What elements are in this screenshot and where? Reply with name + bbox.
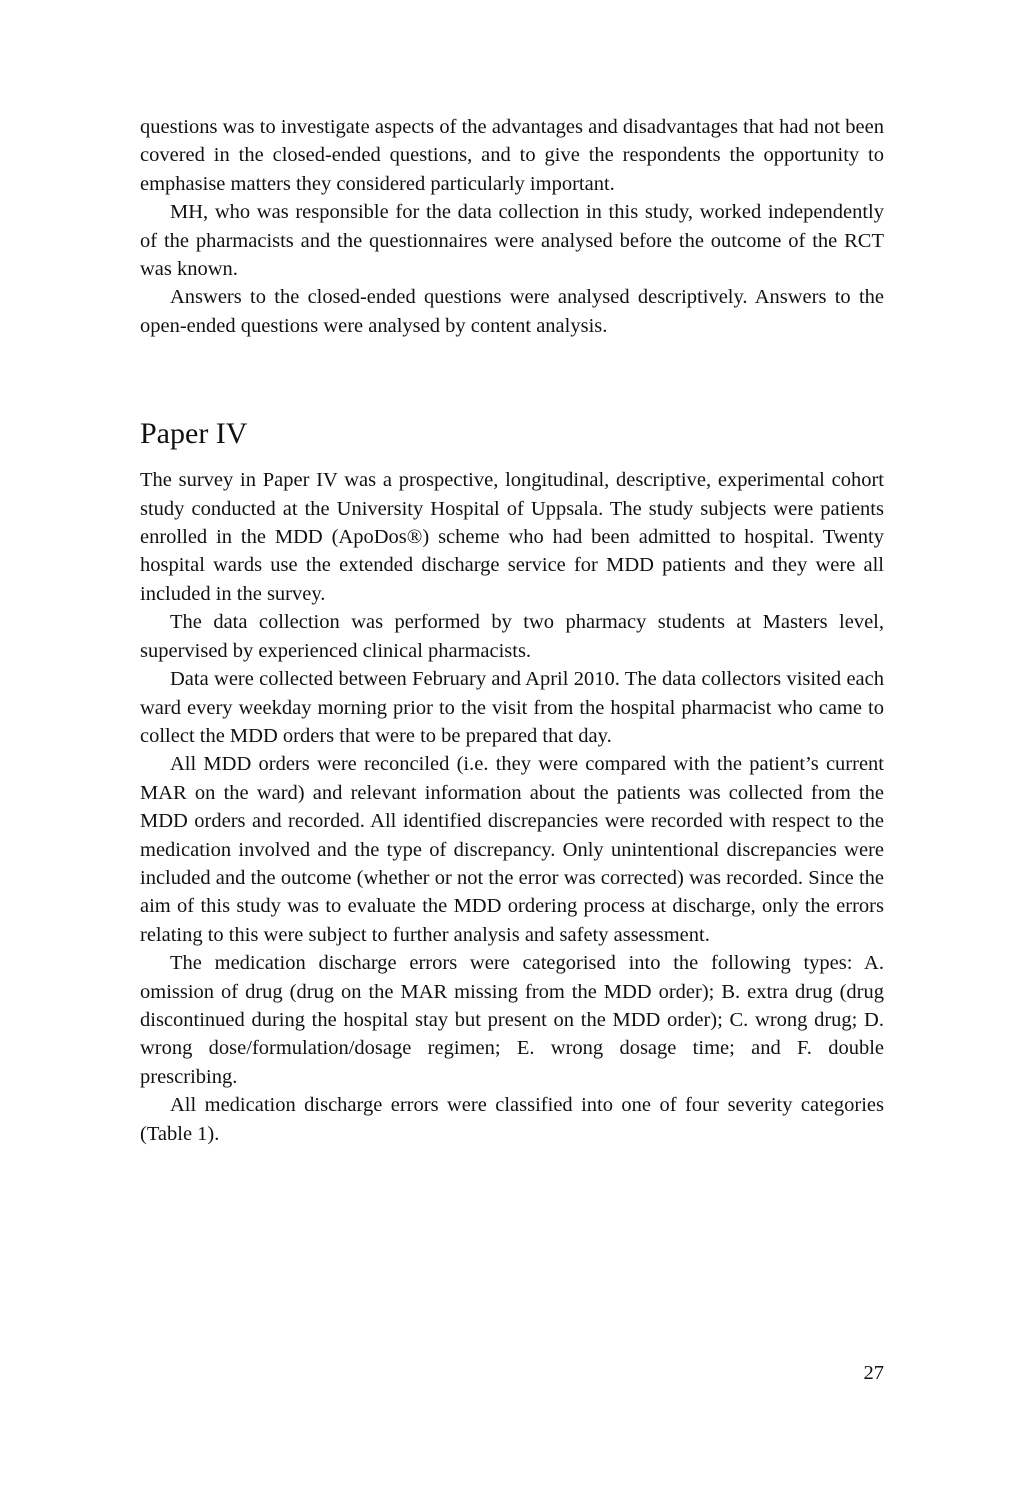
section-heading: Paper IV [140, 417, 248, 451]
paragraph: All medication discharge errors were classified into one of four severity categories (Table 1). [140, 1094, 884, 1145]
page-number: 27 [863, 1362, 884, 1384]
paragraph: All MDD orders were reconciled (i.e. they were compared with the patient’s current MAR on the ward) and relevant information about the patients was collected from the MDD orders and recorded. All identified discrepancies were recorded with respect to the medication involved and the type of discrepancy. Only unintentional discrepancies were included and the outcome (whether or not the error was corrected) was recorded. Since the aim of this study was to evaluate the MDD ordering process at discharge, only the errors relating to this were subject to further analysis and safety assessment. [140, 753, 884, 946]
paragraph: Data were collected between February and April 2010. The data collectors visited each ward every weekday morning prior to the visit from the hospital pharmacist who came to collect the MDD orders that were to be prepared that day. [140, 668, 884, 747]
paragraph: The medication discharge errors were categorised into the following types: A. omission of drug (drug on the MAR missing from the MDD order); B. extra drug (drug discontinued during the hospital stay but present on the MDD order); C. wrong drug; D. wrong dose/formulation/dosage regimen; E. wrong dosage time; and F. double prescribing. [140, 952, 884, 1088]
paragraph: questions was to investigate aspects of the advantages and disadvantages that had not been covered in the closed-ended questions, and to give the respondents the opportunity to emphasise matters they considered particularly important. [140, 116, 884, 195]
paragraph: MH, who was responsible for the data collection in this study, worked independently of the pharmacists and the questionnaires were analysed before the outcome of the RCT was known. [140, 201, 884, 281]
paragraph: Answers to the closed-ended questions were analysed descriptively. Answers to the open-ended questions were analysed by content analysis. [140, 286, 884, 337]
paragraph: The data collection was performed by two pharmacy students at Masters level, supervised by experienced clinical pharmacists. [140, 611, 884, 662]
paragraph: The survey in Paper IV was a prospective, longitudinal, descriptive, experimental cohort study conducted at the University Hospital of Uppsala. The study subjects were patients enrolled in the MDD (ApoDos®) scheme who had been admitted to hospital. Twenty hospital wards use the extended discharge service for MDD patients and they were all included in the survey. [140, 469, 884, 605]
page-body [140, 113, 884, 1148]
